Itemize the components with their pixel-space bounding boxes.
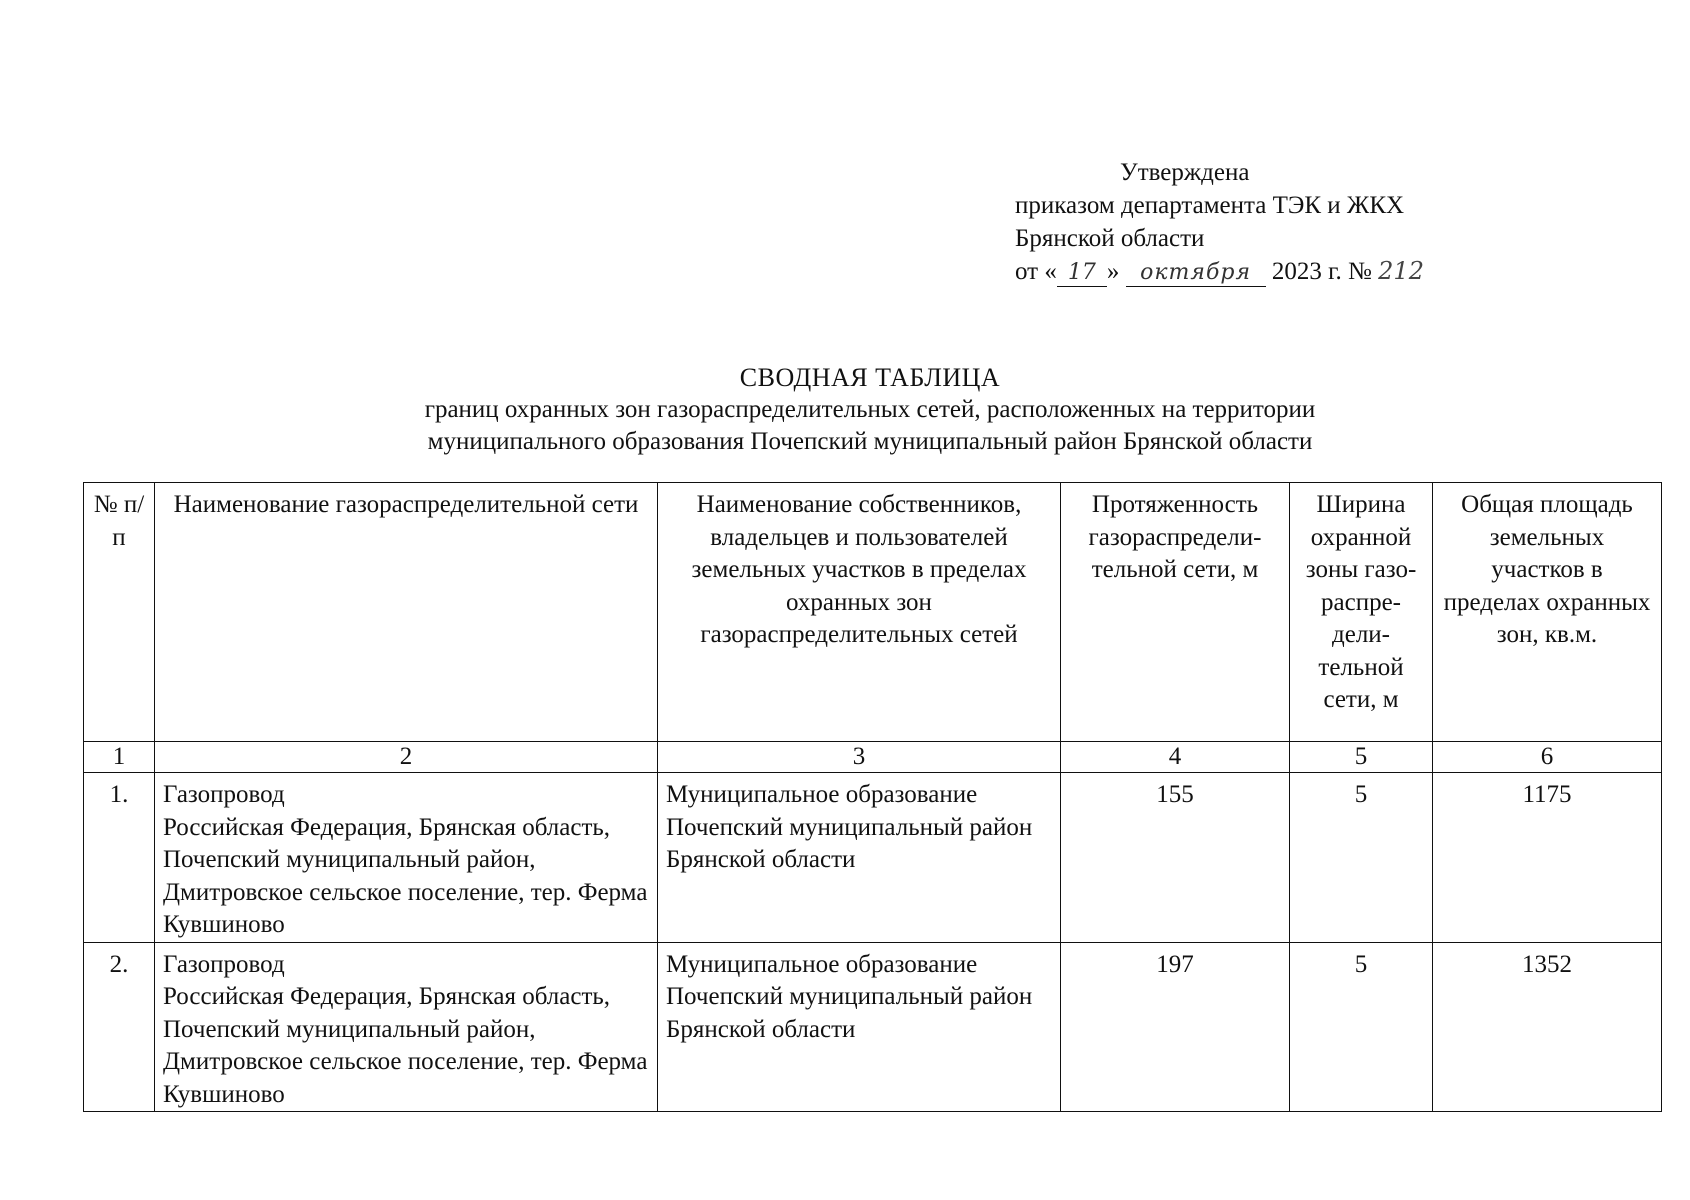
title-subtitle-line2: муниципального образования Почепский муниципальный район Брянской области <box>427 428 1313 455</box>
handwritten-order-number: 212 <box>1378 257 1424 285</box>
document-title <box>0 362 1690 458</box>
network-name-title: Газопровод <box>163 781 285 808</box>
column-number: 6 <box>1433 742 1662 773</box>
handwritten-month: октября <box>1126 260 1266 287</box>
approval-stamp <box>1015 156 1458 288</box>
network-address: Российская Федерация, Брянская область, Почепский муниципальный район, Дмитровское сельское поселение, тер. Ферма Кувшиново <box>163 983 648 1108</box>
network-name-cell <box>155 773 658 943</box>
owner-cell: Муниципальное образование Почепский муниципальный район Брянской области <box>658 773 1061 943</box>
header-total-area: Общая площадь земельных участков в пределах охранных зон, кв.м. <box>1433 483 1662 742</box>
column-number: 2 <box>155 742 658 773</box>
network-name-title: Газопровод <box>163 950 285 978</box>
network-name-cell <box>155 942 658 1112</box>
row-number: 1. <box>84 773 155 943</box>
header-zone-width: Ширина охранной зоны газо-распре-дели-тельной сети, м <box>1290 483 1433 742</box>
zone-width-cell: 5 <box>1290 942 1433 1112</box>
column-number-row <box>84 742 1662 773</box>
area-cell: 1175 <box>1433 773 1662 943</box>
owner-cell: Муниципальное образование Почепский муниципальный район Брянской области <box>658 942 1061 1112</box>
zone-width-cell: 5 <box>1290 773 1433 943</box>
title-caption: СВОДНАЯ ТАБЛИЦА <box>739 363 1001 392</box>
approval-line-order: приказом департамента ТЭК и ЖКХ <box>1015 192 1405 219</box>
table-row <box>84 942 1662 1112</box>
area-cell: 1352 <box>1433 942 1662 1112</box>
summary-table <box>83 482 1662 1112</box>
handwritten-day: 17 <box>1057 260 1107 287</box>
column-number: 5 <box>1290 742 1433 773</box>
table-row <box>84 773 1662 943</box>
header-number: № п/п <box>84 483 155 742</box>
header-length: Протяженность газораспредели-тельной сети, м <box>1061 483 1290 742</box>
approval-line-region: Брянской области <box>1015 225 1205 252</box>
table-header-row <box>84 483 1662 742</box>
date-mid: » <box>1106 258 1120 285</box>
column-number: 1 <box>84 742 155 773</box>
approval-line-date <box>1015 255 1458 288</box>
length-cell: 155 <box>1061 773 1290 943</box>
column-number: 4 <box>1061 742 1290 773</box>
header-owners: Наименование собственников, владельцев и пользователей земельных участков в пределах охранных зон газораспределительных сетей <box>658 483 1061 742</box>
date-prefix: от « <box>1015 258 1057 285</box>
column-number: 3 <box>658 742 1061 773</box>
network-address: Российская Федерация, Брянская область, Почепский муниципальный район, Дмитровское сельское поселение, тер. Ферма Кувшиново <box>163 813 648 938</box>
title-subtitle-line1: границ охранных зон газораспределительных сетей, расположенных на территории <box>424 396 1316 423</box>
length-cell: 197 <box>1061 942 1290 1112</box>
year-text: 2023 г. № <box>1271 258 1372 285</box>
row-number: 2. <box>84 942 155 1112</box>
approval-line-approved: Утверждена <box>1120 159 1250 186</box>
header-network-name: Наименование газораспределительной сети <box>155 483 658 742</box>
